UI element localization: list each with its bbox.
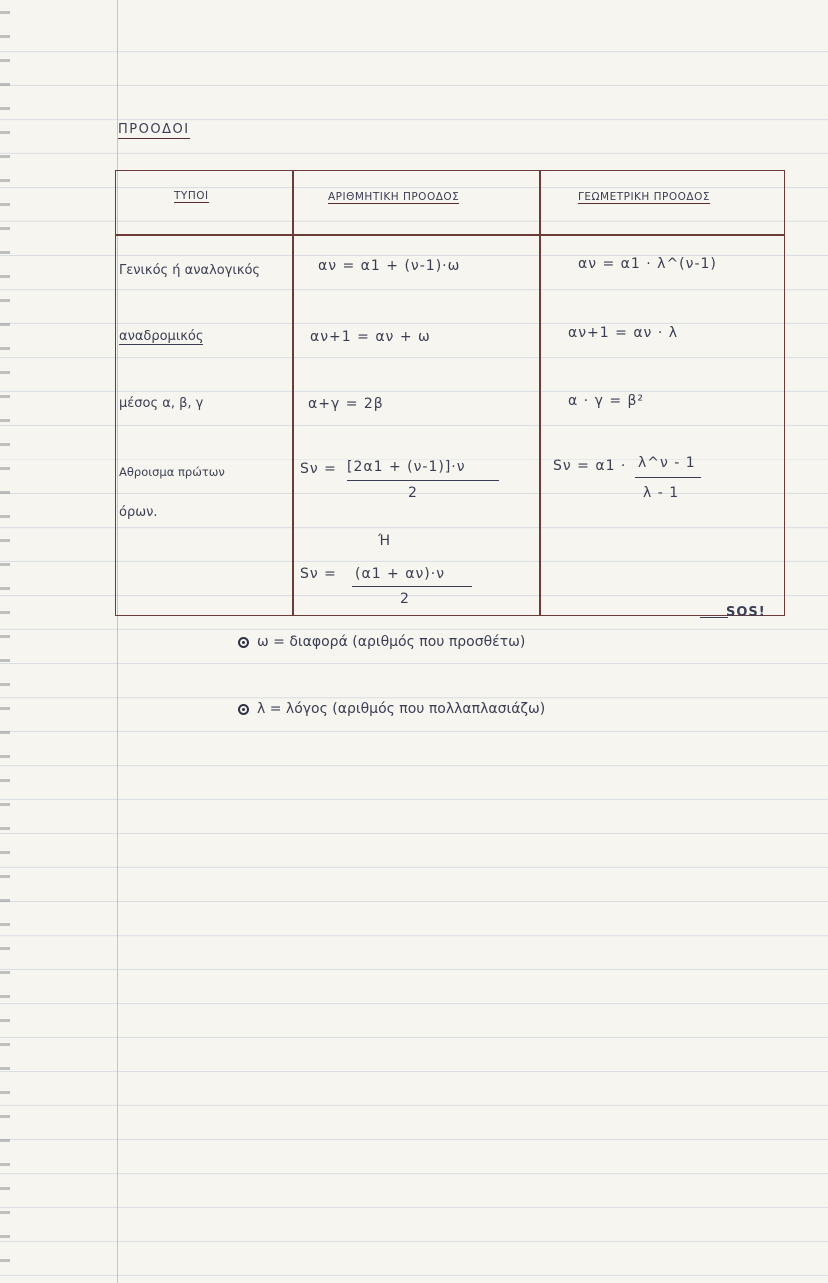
arithmetic-general-formula: αν = α1 + (ν-1)·ω — [318, 258, 461, 274]
note-difference-text: ω = διαφορά (αριθμός που προσθέτω) — [257, 634, 526, 650]
arithmetic-mean-formula: α+γ = 2β — [308, 396, 384, 412]
geometric-sum-prefix: Sν = α1 · — [553, 458, 627, 474]
header-arithmetic: ΑΡΙΘΜΗΤΙΚΗ ΠΡΟΟΔΟΣ — [328, 191, 460, 203]
formulas-table — [115, 170, 785, 616]
geometric-mean-formula: α · γ = β² — [568, 393, 645, 409]
arithmetic-sum2-numerator: (α1 + αν)·ν — [355, 566, 446, 582]
geometric-sum-denominator: λ - 1 — [643, 485, 680, 501]
sos-mark: SOS! — [726, 605, 766, 620]
row-label-recursive: αναδρομικός — [119, 329, 204, 344]
arithmetic-sum-denominator: 2 — [408, 485, 418, 501]
note-ratio — [238, 701, 545, 717]
arithmetic-sum-numerator: [2α1 + (ν-1)]·ν — [347, 459, 466, 475]
header-geometric: ΓΕΩΜΕΤΡΙΚΗ ΠΡΟΟΔΟΣ — [578, 191, 711, 203]
arithmetic-sum-prefix: Sν = — [300, 461, 337, 477]
fraction-bar — [635, 477, 701, 478]
row-label-general: Γενικός ή αναλογικός — [119, 263, 261, 278]
header-types: ΤΥΠΟΙ — [174, 190, 209, 202]
spiral-binding — [0, 0, 10, 1283]
sos-underline — [700, 617, 728, 618]
fraction-bar — [352, 586, 472, 587]
geometric-general-formula: αν = α1 · λ^(ν-1) — [578, 256, 717, 272]
note-difference — [238, 634, 525, 650]
arithmetic-recursive-formula: αν+1 = αν + ω — [310, 329, 431, 345]
table-header-divider — [115, 234, 785, 236]
note-ratio-text: λ = λόγος (αριθμός που πολλαπλασιάζω) — [257, 701, 546, 717]
arithmetic-sum2-denominator: 2 — [400, 591, 410, 607]
bullet-icon — [238, 637, 249, 648]
table-divider — [292, 170, 294, 616]
row-label-mean: μέσος α, β, γ — [119, 396, 204, 411]
or-label: Ή — [378, 533, 392, 549]
page-title: ΠΡΟΟΔΟΙ — [118, 122, 190, 137]
table-divider — [539, 170, 541, 616]
row-label-sum-line2: όρων. — [119, 505, 158, 520]
row-label-sum-line1: Αθροισμα πρώτων — [119, 465, 225, 479]
geometric-sum-numerator: λ^ν - 1 — [638, 455, 696, 471]
arithmetic-sum2-prefix: Sν = — [300, 566, 337, 582]
bullet-icon — [238, 704, 249, 715]
fraction-bar — [347, 480, 499, 481]
geometric-recursive-formula: αν+1 = αν · λ — [568, 325, 679, 341]
